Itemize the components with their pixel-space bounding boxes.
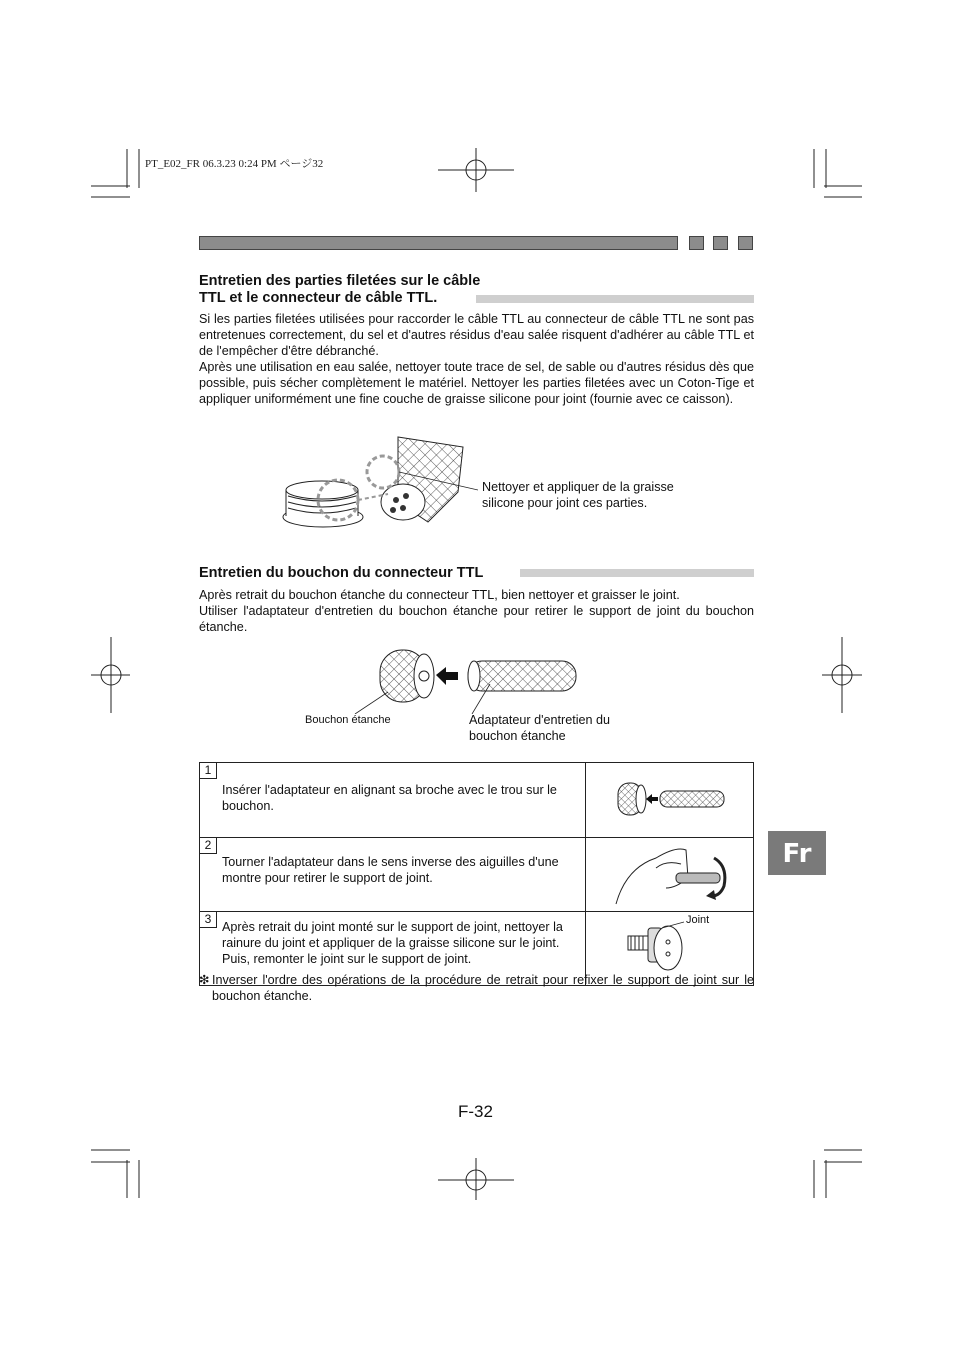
section2-body: [199, 587, 754, 635]
section1-body: [199, 311, 754, 407]
cap-adapter-figure: [300, 644, 590, 714]
steps-table: [199, 762, 754, 986]
page-number: F-32: [458, 1102, 493, 1121]
header-square-3: [738, 236, 753, 250]
language-tab: Fr: [768, 831, 826, 875]
step-2-text-cell: [200, 838, 586, 912]
step-2-figure: [586, 838, 753, 906]
step-1-figure: [586, 763, 753, 832]
note: [199, 972, 754, 1004]
step-3-number: 3: [200, 912, 217, 928]
step-1-number: 1: [200, 763, 217, 779]
section2-para2: Utiliser l'adaptateur d'entretien du bouchon étanche pour retirer le support de joint du bouchon étanche.: [199, 604, 754, 634]
step-2-figure-cell: [586, 838, 754, 912]
step-1-text-cell: [200, 763, 586, 838]
section1-heading: [199, 273, 480, 307]
label-adapter-line1: Adaptateur d'entretien du: [469, 713, 611, 727]
step-2-number: 2: [200, 838, 217, 854]
figure1-caption: [482, 479, 674, 511]
step-1-figure-cell: [586, 763, 754, 838]
section1-heading-bar: [476, 295, 754, 303]
header-bar: [199, 236, 678, 250]
section2-heading-bar: [520, 569, 754, 577]
step-3-figure: [586, 912, 753, 980]
threaded-parts-figure: [278, 432, 478, 532]
step-1-text: Insérer l'adaptateur en alignant sa broche avec le trou sur le bouchon.: [222, 783, 557, 813]
header-square-1: [689, 236, 704, 250]
note-text: Inverser l'ordre des opérations de la procédure de retrait pour refixer le support de joint sur le bouchon étanche.: [212, 973, 754, 1003]
note-symbol: ❇: [199, 973, 210, 987]
step-row-1: [200, 763, 754, 838]
section1-para1: Si les parties filetées utilisées pour raccorder le câble TTL au connecteur de câble TTL ne sont pas entretenues correctement, du sel et d'autres résidus d'eau salée risquent d'adhérer au câble TTL et de l'empêcher d'être débranché.: [199, 312, 754, 358]
figure1-caption-line1: Nettoyer et appliquer de la graisse: [482, 480, 674, 494]
step-row-2: [200, 838, 754, 912]
section1-para2: Après une utilisation en eau salée, nettoyer toute trace de sel, de sable ou d'autres résidus dès que possible, puis sécher complètement le matériel. Nettoyer les parties filetées avec un Coton-Tige et appliquer uniformément une fine couche de graisse silicone pour joint (fournie avec ce caisson).: [199, 360, 754, 406]
figure1-caption-line2: silicone pour joint ces parties.: [482, 496, 648, 510]
header-square-2: [713, 236, 728, 250]
step-2-text: Tourner l'adaptateur dans le sens inverse des aiguilles d'une montre pour retirer le support de joint.: [222, 855, 559, 885]
section1-title-line2: TTL et le connecteur de câble TTL.: [199, 290, 438, 306]
label-adapter: [469, 712, 610, 744]
section2-para1: Après retrait du bouchon étanche du connecteur TTL, bien nettoyer et graisser le joint.: [199, 588, 680, 602]
section1-title-line1: Entretien des parties filetées sur le câble: [199, 273, 481, 289]
step-3-text: Après retrait du joint monté sur le support de joint, nettoyer la rainure du joint et appliquer de la graisse silicone sur le joint. Puis, remonter le joint sur le support de joint.: [222, 920, 563, 966]
label-cap: Bouchon étanche: [305, 714, 391, 726]
print-info: PT_E02_FR 06.3.23 0:24 PM ページ32: [145, 158, 324, 170]
label-adapter-line2: bouchon étanche: [469, 729, 566, 743]
joint-label: Joint: [686, 914, 710, 926]
section2-title: Entretien du bouchon du connecteur TTL: [199, 565, 484, 581]
